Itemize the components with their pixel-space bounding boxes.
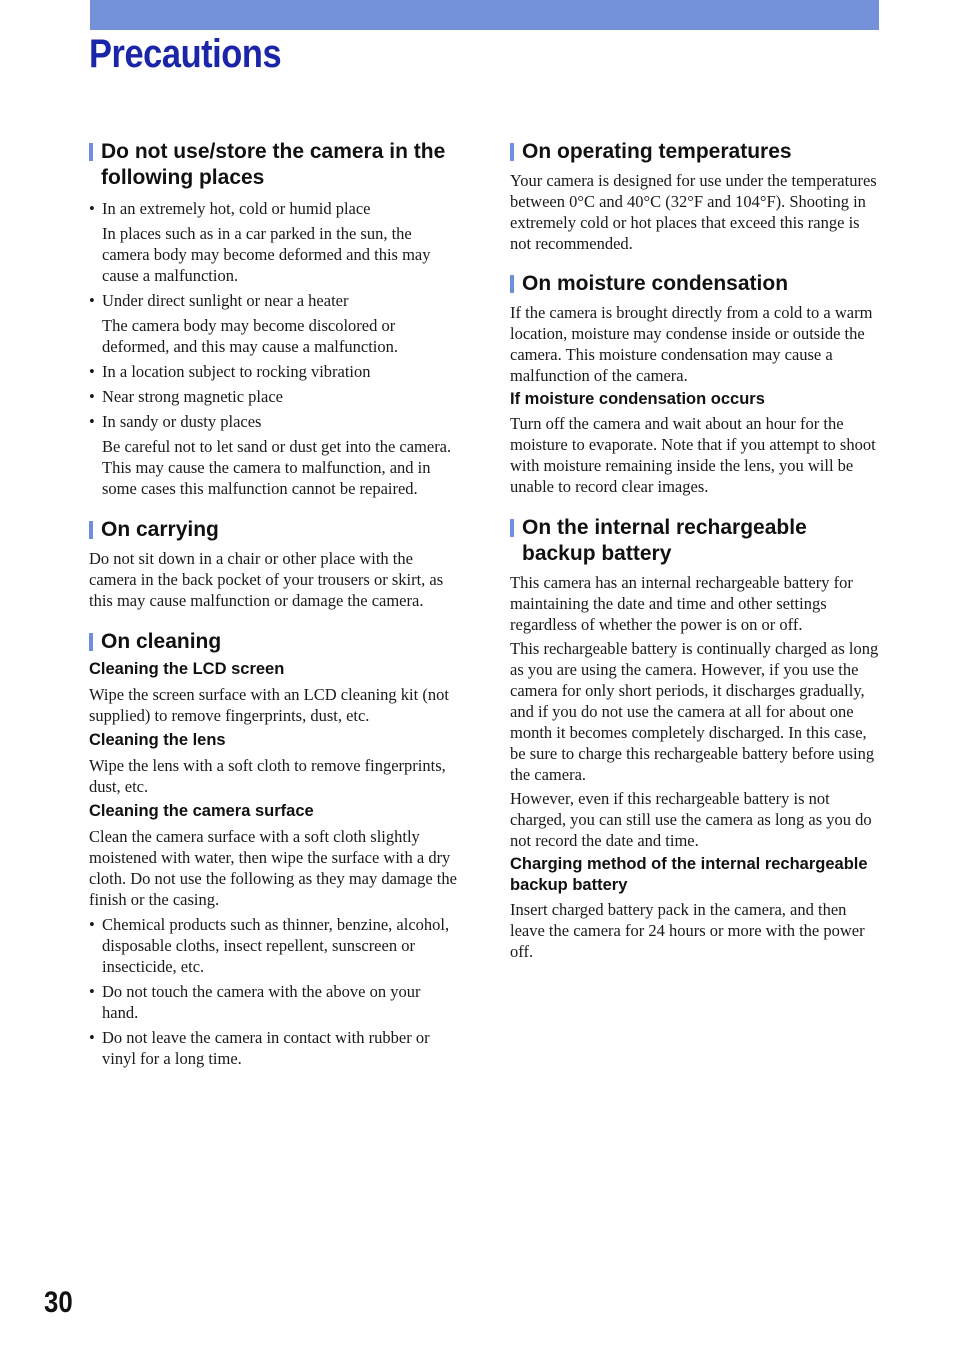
page-number: 30 [44,1286,73,1319]
list-item [89,198,459,286]
paragraph: Wipe the lens with a soft cloth to remove fingerprints, dust, etc. [89,756,446,796]
list-item-title: Near strong magnetic place [102,387,283,406]
section-battery [510,515,880,962]
list-item-title: In a location subject to rocking vibration [102,362,371,381]
list-item-desc: The camera body may become discolored or deformed, and this may cause a malfunction. [102,316,398,356]
list-item [89,290,459,357]
paragraph: This rechargeable battery is continually charged as long as you are using the camera. However, if you use the camera for only short periods, it discharges gradually, and if you do not use the camera at all for about one month it becomes completely discharged. In this case, be sure to charge this rechargeable battery before using the camera. [510,639,879,784]
list-item-desc: Be careful not to let sand or dust get into the camera. This may cause the camera to malfunction, and in some cases this malfunction cannot be repaired. [102,437,452,498]
list-item [89,411,459,499]
sub-heading: Cleaning the lens [89,731,226,749]
paragraph: Wipe the screen surface with an LCD cleaning kit (not supplied) to remove fingerprints, dust, etc. [89,685,449,725]
list-item: • Do not touch the camera with the above on your hand. [89,981,459,1023]
header-accent-bar [90,0,879,30]
paragraph: Your camera is designed for use under the temperatures between 0°C and 40°C (32°F and 104°F). Shooting in extremely cold or hot places that exceed this range is not recommended. [510,171,877,253]
left-column [89,139,459,1069]
list-item-title: In sandy or dusty places [102,412,262,431]
list-item-desc: In places such as in a car parked in the sun, the camera body may become deformed and this may cause a malfunction. [102,224,431,285]
section-temperatures [510,139,880,254]
right-column [510,139,880,962]
paragraph: Do not sit down in a chair or other place with the camera in the back pocket of your trousers or skirt, as this may cause malfunction or damage the camera. [89,549,444,610]
section-heading: On cleaning [89,629,459,655]
list-item [89,386,459,407]
section-heading: On carrying [89,517,459,543]
section-heading: On moisture condensation [510,271,880,297]
paragraph: This camera has an internal rechargeable battery for maintaining the date and time and other settings regardless of whether the power is on or off. [510,573,853,634]
section-moisture [510,271,880,497]
section-carrying [89,517,459,611]
sub-heading: Cleaning the camera surface [89,802,314,820]
sub-heading: Cleaning the LCD screen [89,660,285,678]
list-item: • Chemical products such as thinner, benzine, alcohol, disposable cloths, insect repellent, sunscreen or insecticide, etc. [89,914,459,977]
storage-list [89,198,459,499]
list-item-title: Under direct sunlight or near a heater [102,291,349,310]
list-item-title: In an extremely hot, cold or humid place [102,199,371,218]
cleaning-list [89,914,459,1069]
section-cleaning [89,629,459,1069]
paragraph: Insert charged battery pack in the camera, and then leave the camera for 24 hours or more with the power off. [510,900,865,961]
section-heading: Do not use/store the camera in the following places [89,139,459,191]
paragraph: Turn off the camera and wait about an hour for the moisture to evaporate. Note that if you attempt to shoot with moisture remaining inside the lens, you will be unable to record clear images. [510,414,876,496]
sub-heading: Charging method of the internal rechargeable backup battery [510,855,868,894]
list-item: • Do not leave the camera in contact with rubber or vinyl for a long time. [89,1027,459,1069]
paragraph: If the camera is brought directly from a cold to a warm location, moisture may condense inside or outside the camera. This moisture condensation may cause a malfunction of the camera. [510,303,873,385]
paragraph: However, even if this rechargeable battery is not charged, you can still use the camera as long as you do not record the date and time. [510,789,872,850]
sub-heading: If moisture condensation occurs [510,390,765,408]
section-heading: On operating temperatures [510,139,880,165]
paragraph: Clean the camera surface with a soft cloth slightly moistened with water, then wipe the surface with a dry cloth. Do not use the following as they may damage the finish or the casing. [89,827,457,909]
list-item [89,361,459,382]
section-storage [89,139,459,499]
page-title: Precautions [89,32,282,76]
section-heading: On the internal rechargeable backup battery [510,515,880,567]
